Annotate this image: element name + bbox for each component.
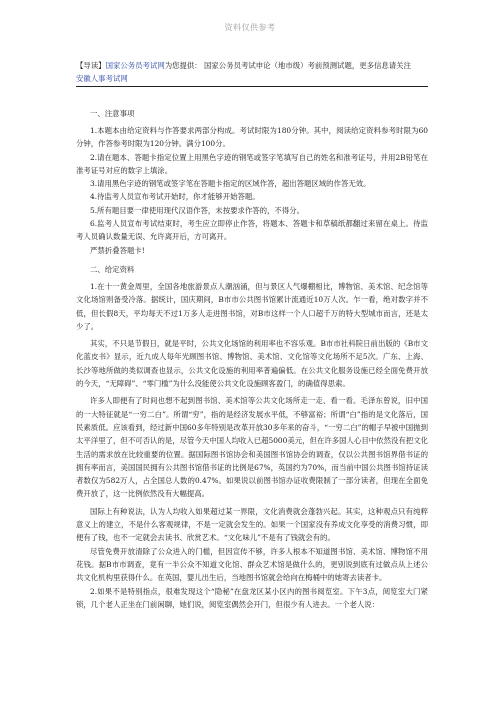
lead-text: 为您提供： 国家公务员考试申论（地市级）考前预测试题，更多信息请关注 <box>164 61 411 70</box>
notice-item: 1.本题本由给定资料与作答要求两部分构成。考试时限为180分钟。其中，阅读给定资料参考时限为60分钟，作答参考时限为120分钟。满分100分。 <box>76 126 428 149</box>
notice-item: 2.请在题本、答题卡指定位置上用黑色字迹的钢笔或签字笔填写自己的姓名和准考证号，并用2B铅笔在准考证号对应的数字上填涂。 <box>76 152 428 175</box>
material-paragraph: 1.在十一黄金周里，全国各地旅游景点人潮汹涌，但与景区人气爆棚相比，博物馆、美术馆、纪念馆等文化场馆则备受冷落。据统计，国庆期间，B市市公共图书馆累计流通近10万人次。乍一看，绝对数字并不低，但长假8天，平均每天不过1万多人走进图书馆，对B市这样一个人口超千万的特大型城市而言，还是太少了。 <box>76 281 428 331</box>
material-paragraph: 尽管免费开放清除了公众进入的门槛，但因宣传不够，许多人根本不知道图书馆、美术馆、博物馆不用花钱。据B市市调查，竟有一半公众不知道文化馆、群众艺术馆是做什么的，更别说到底有过做点从上述公共文化机构里获得什么。在英国，婴儿出生后，当地图书馆就会给向在梅桶中的她寄去读者卡。 <box>76 546 428 583</box>
material-paragraph: 2.如果不是特别指点，很难发现这个“隐秘”在盘龙区某小区内的图书阅览室。下午3点，阅览室大门紧锁，几个老人正坐在门前闲聊，她们说，阅览室偶然会开门，但很少有人进去。一个老人说： <box>76 586 428 609</box>
notice-item: 4.待监考人员宣布考试开始时，你才能够开始答题。 <box>90 192 260 202</box>
notice-item: 5.所有题目要一律使用现代汉语作答，未按要求作答的，不得分。 <box>90 205 304 215</box>
header-watermark: 资料仅供参考 <box>224 23 276 32</box>
lead-follow-link[interactable]: 安徽人事考试网 <box>76 74 128 83</box>
document-body <box>76 59 428 611</box>
material-paragraph: 国际上有种说法，认为人均收入如果超过某一界限，文化消费就会蓬勃兴起。其实，这种观点只有纯粹意义上的建立，不是什么客观规律，不是一定就会发生的。如果一个国家没有养成文化享受的消费习惯，即便有了钱，也不一定就会去读书、欣赏艺术。“文化味儿”不是有了钱就会有的。 <box>76 506 428 543</box>
section-title-materials: 二、给定资料 <box>90 264 135 274</box>
notice-item: 3.请用黑色字迹的钢笔或签字笔在答题卡指定的区域作答，超出答题区域的作答无效。 <box>90 179 371 189</box>
notice-item: 6.监考人员宣布考试结束时，考生应立即停止作答，将题本、答题卡和草稿纸都翻过来留在桌上。待监考人员确认数量无误、允许离开后，方可离开。 <box>76 219 428 242</box>
notice-warning: 严禁折叠答题卡! <box>90 245 145 255</box>
section-title-notes: 一、注意事项 <box>90 109 135 118</box>
material-paragraph: 其实，不只是节假日，就是平时，公共文化场馆的利用率也不容乐观。B市市社科院日前出版的《B市文化蓝皮书》显示，近九成人每年光顾图书馆、博物馆、美术馆、文化馆等文化场所不足5次。广东、上海、长沙等地所做的类似调查也显示，公共文化设施的利用率普遍偏低。在公共文化服务设施已经全面免费开放的今天，“无障碍”、“零门槛”为什么没能使公共文化设施顾客盈门，的确值得思索。 <box>76 339 428 389</box>
lead-tag: 【导读】 <box>76 61 106 70</box>
lead-paragraph <box>76 59 428 87</box>
material-paragraph: 许多人即便有了时间也想不起到图书馆、美术馆等公共文化场所走一走、看一看。毛泽东曾说，旧中国的一大特征就是“一穷二白”。所谓“穷”，指的是经济发展水平低，不够富裕；所谓“白”指的是文化落后，国民素质低。应该看到，经过新中国60多年特别是改革开放30多年来的奋斗，“一穷二白”的帽子早被中国抛到太平洋里了，但不可否认的是，尽管今天中国人均收入已超5000美元，但在许多国人心目中依然没有把文化生活的需求放在比较重要的位置。据国际图书馆协会和美国图书馆协会的调查，仅以公共图书馆界借书证的拥有率而言，美国国民拥有公共图书馆借书证的比例是67%，英国约为70%，而当前中国公共图书馆持证读者数仅为582万人，占全国总人数的0.47%。如果说以前图书馆办证收费限制了一部分读者，但现在全面免费开放了，这一比例依然没有大幅提高。 <box>76 396 428 499</box>
lead-site-link[interactable]: 国家公务员考试网 <box>105 61 165 70</box>
